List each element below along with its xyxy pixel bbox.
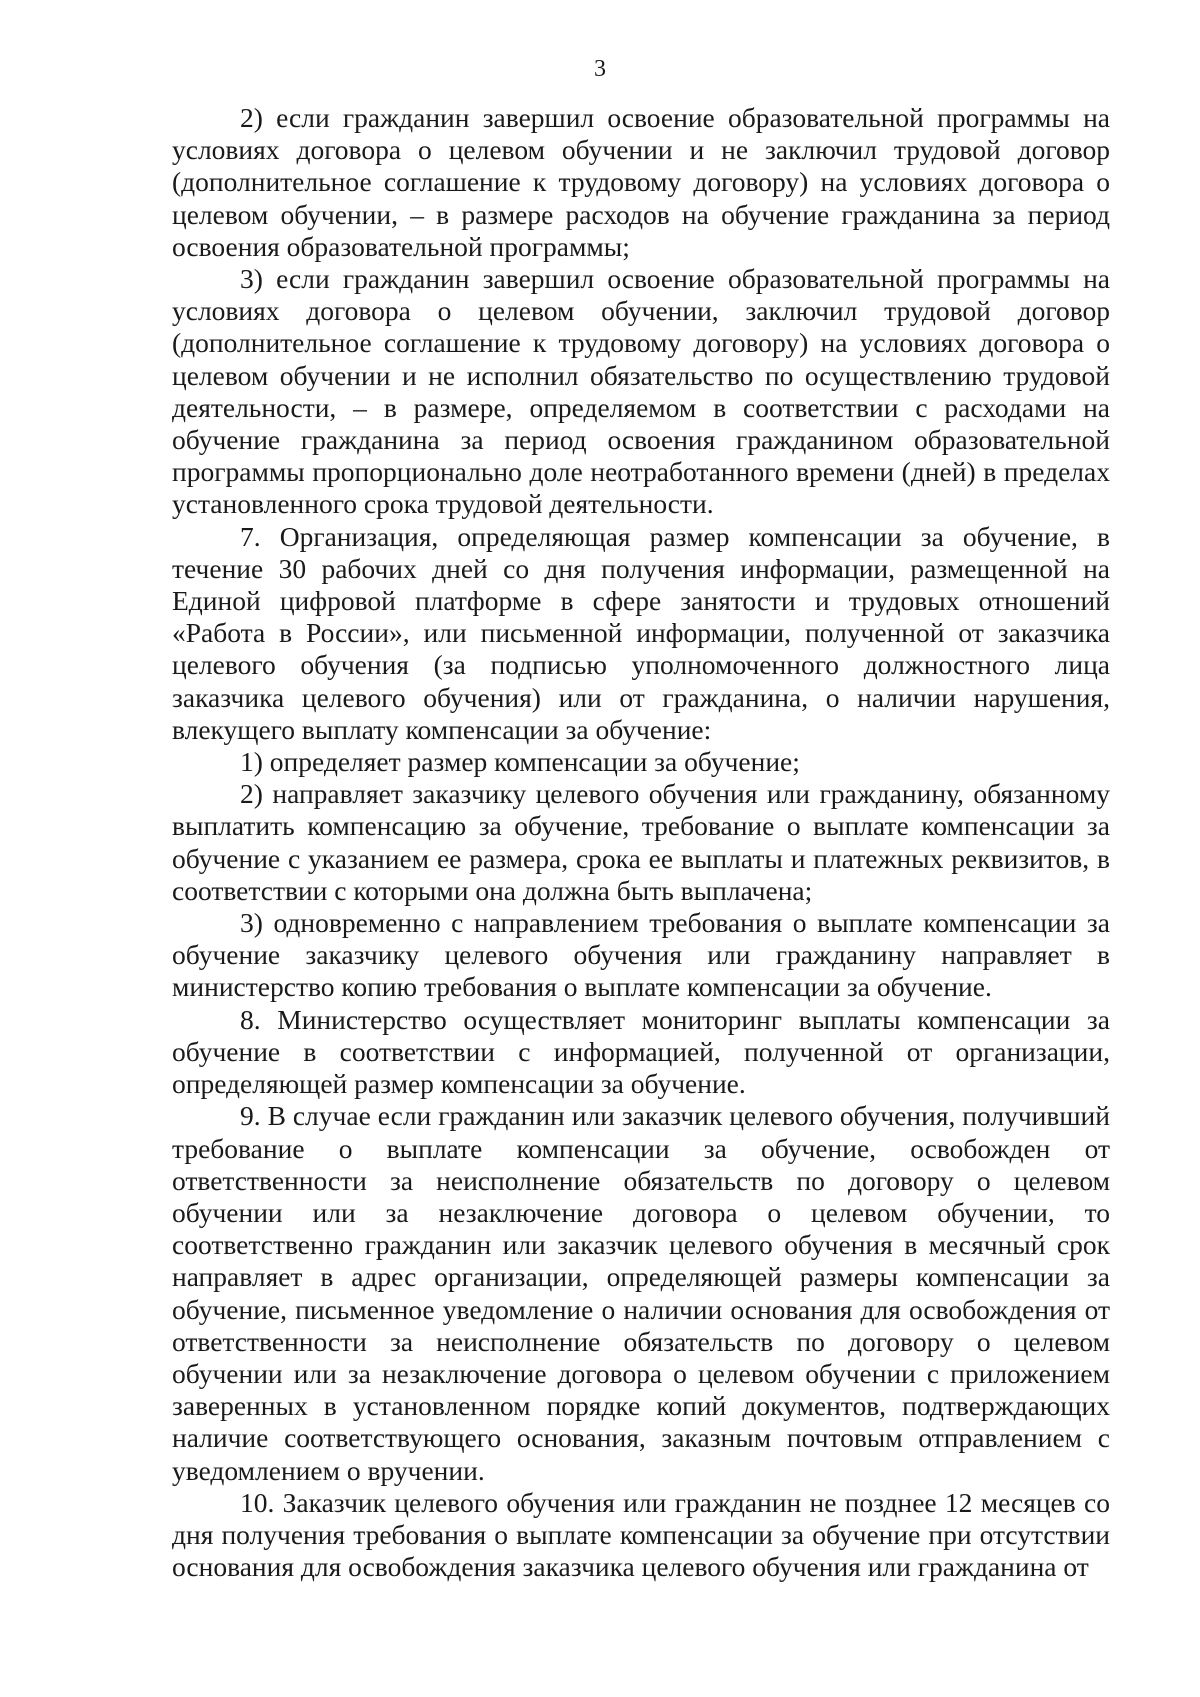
paragraph-clause-7-item-3: 3) одновременно с направлением требования о выплате компенсации за обучение заказчику целевого обучения или гражданину направляет в министерство копию требования о выплате компенсации за обучение.: [172, 907, 1110, 1003]
page-number: 3: [594, 56, 606, 82]
paragraph-clause-7-item-1: 1) определяет размер компенсации за обучение;: [240, 746, 800, 778]
paragraph-item-2-no-contract: 2) если гражданин завершил освоение образовательной программы на условиях договора о целевом обучении и не заключил трудовой договор (дополнительное соглашение к трудовому договору) на условиях договора о целевом обучении, – в размере расходов на обучение гражданина за период освоения образовательной программы;: [172, 102, 1110, 262]
paragraph-clause-9: 9. В случае если гражданин или заказчик целевого обучения, получивший требование о выплате компенсации за обучение, освобожден от ответственности за неисполнение обязательств по договору о целевом обучении или за незаключение договора о целевом обучении, то соответственно гражданин или заказчик целевого обучения в месячный срок направляет в адрес организации, определяющей размеры компенсации за обучение, письменное уведомление о наличии основания для освобождения от ответственности за неисполнение обязательств по договору о целевом обучении или за незаключение договора о целевом обучении с приложением заверенных в установленном порядке копий документов, подтверждающих наличие соответствующего основания, заказным почтовым отправлением с уведомлением о вручении.: [172, 1100, 1110, 1486]
paragraph-item-3-no-work: 3) если гражданин завершил освоение образовательной программы на условиях договора о целевом обучении, заключил трудовой договор (дополнительное соглашение к трудовому договору) на условиях договора о целевом обучении и не исполнил обязательство по осуществлению трудовой деятельности, – в размере, определяемом в соответствии с расходами на обучение гражданина за период освоения гражданином образовательной программы пропорционально доле неотработанного времени (дней) в пределах установленного срока трудовой деятельности.: [172, 263, 1110, 520]
document-body: [172, 102, 1110, 1583]
paragraph-clause-8: 8. Министерство осуществляет мониторинг выплаты компенсации за обучение в соответствии с информацией, полученной от организации, определяющей размер компенсации за обучение.: [172, 1003, 1110, 1100]
paragraph-clause-7: 7. Организация, определяющая размер компенсации за обучение, в течение 30 рабочих дней со дня получения информации, размещенной на Единой цифровой платформе в сфере занятости и трудовых отношений «Работа в России», или письменной информации, полученной от заказчика целевого обучения (за подписью уполномоченного должностного лица заказчика целевого обучения) или от гражданина, о наличии нарушения, влекущего выплату компенсации за обучение:: [172, 520, 1110, 745]
paragraph-clause-10: 10. Заказчик целевого обучения или гражданин не позднее 12 месяцев со дня получения требования о выплате компенсации за обучение при отсутствии основания для освобождения заказчика целевого обучения или гражданина от: [172, 1486, 1110, 1583]
paragraph-clause-7-item-2: 2) направляет заказчику целевого обучения или гражданину, обязанному выплатить компенсацию за обучение, требование о выплате компенсации за обучение с указанием ее размера, срока ее выплаты и платежных реквизитов, в соответствии с которыми она должна быть выплачена;: [172, 778, 1110, 906]
